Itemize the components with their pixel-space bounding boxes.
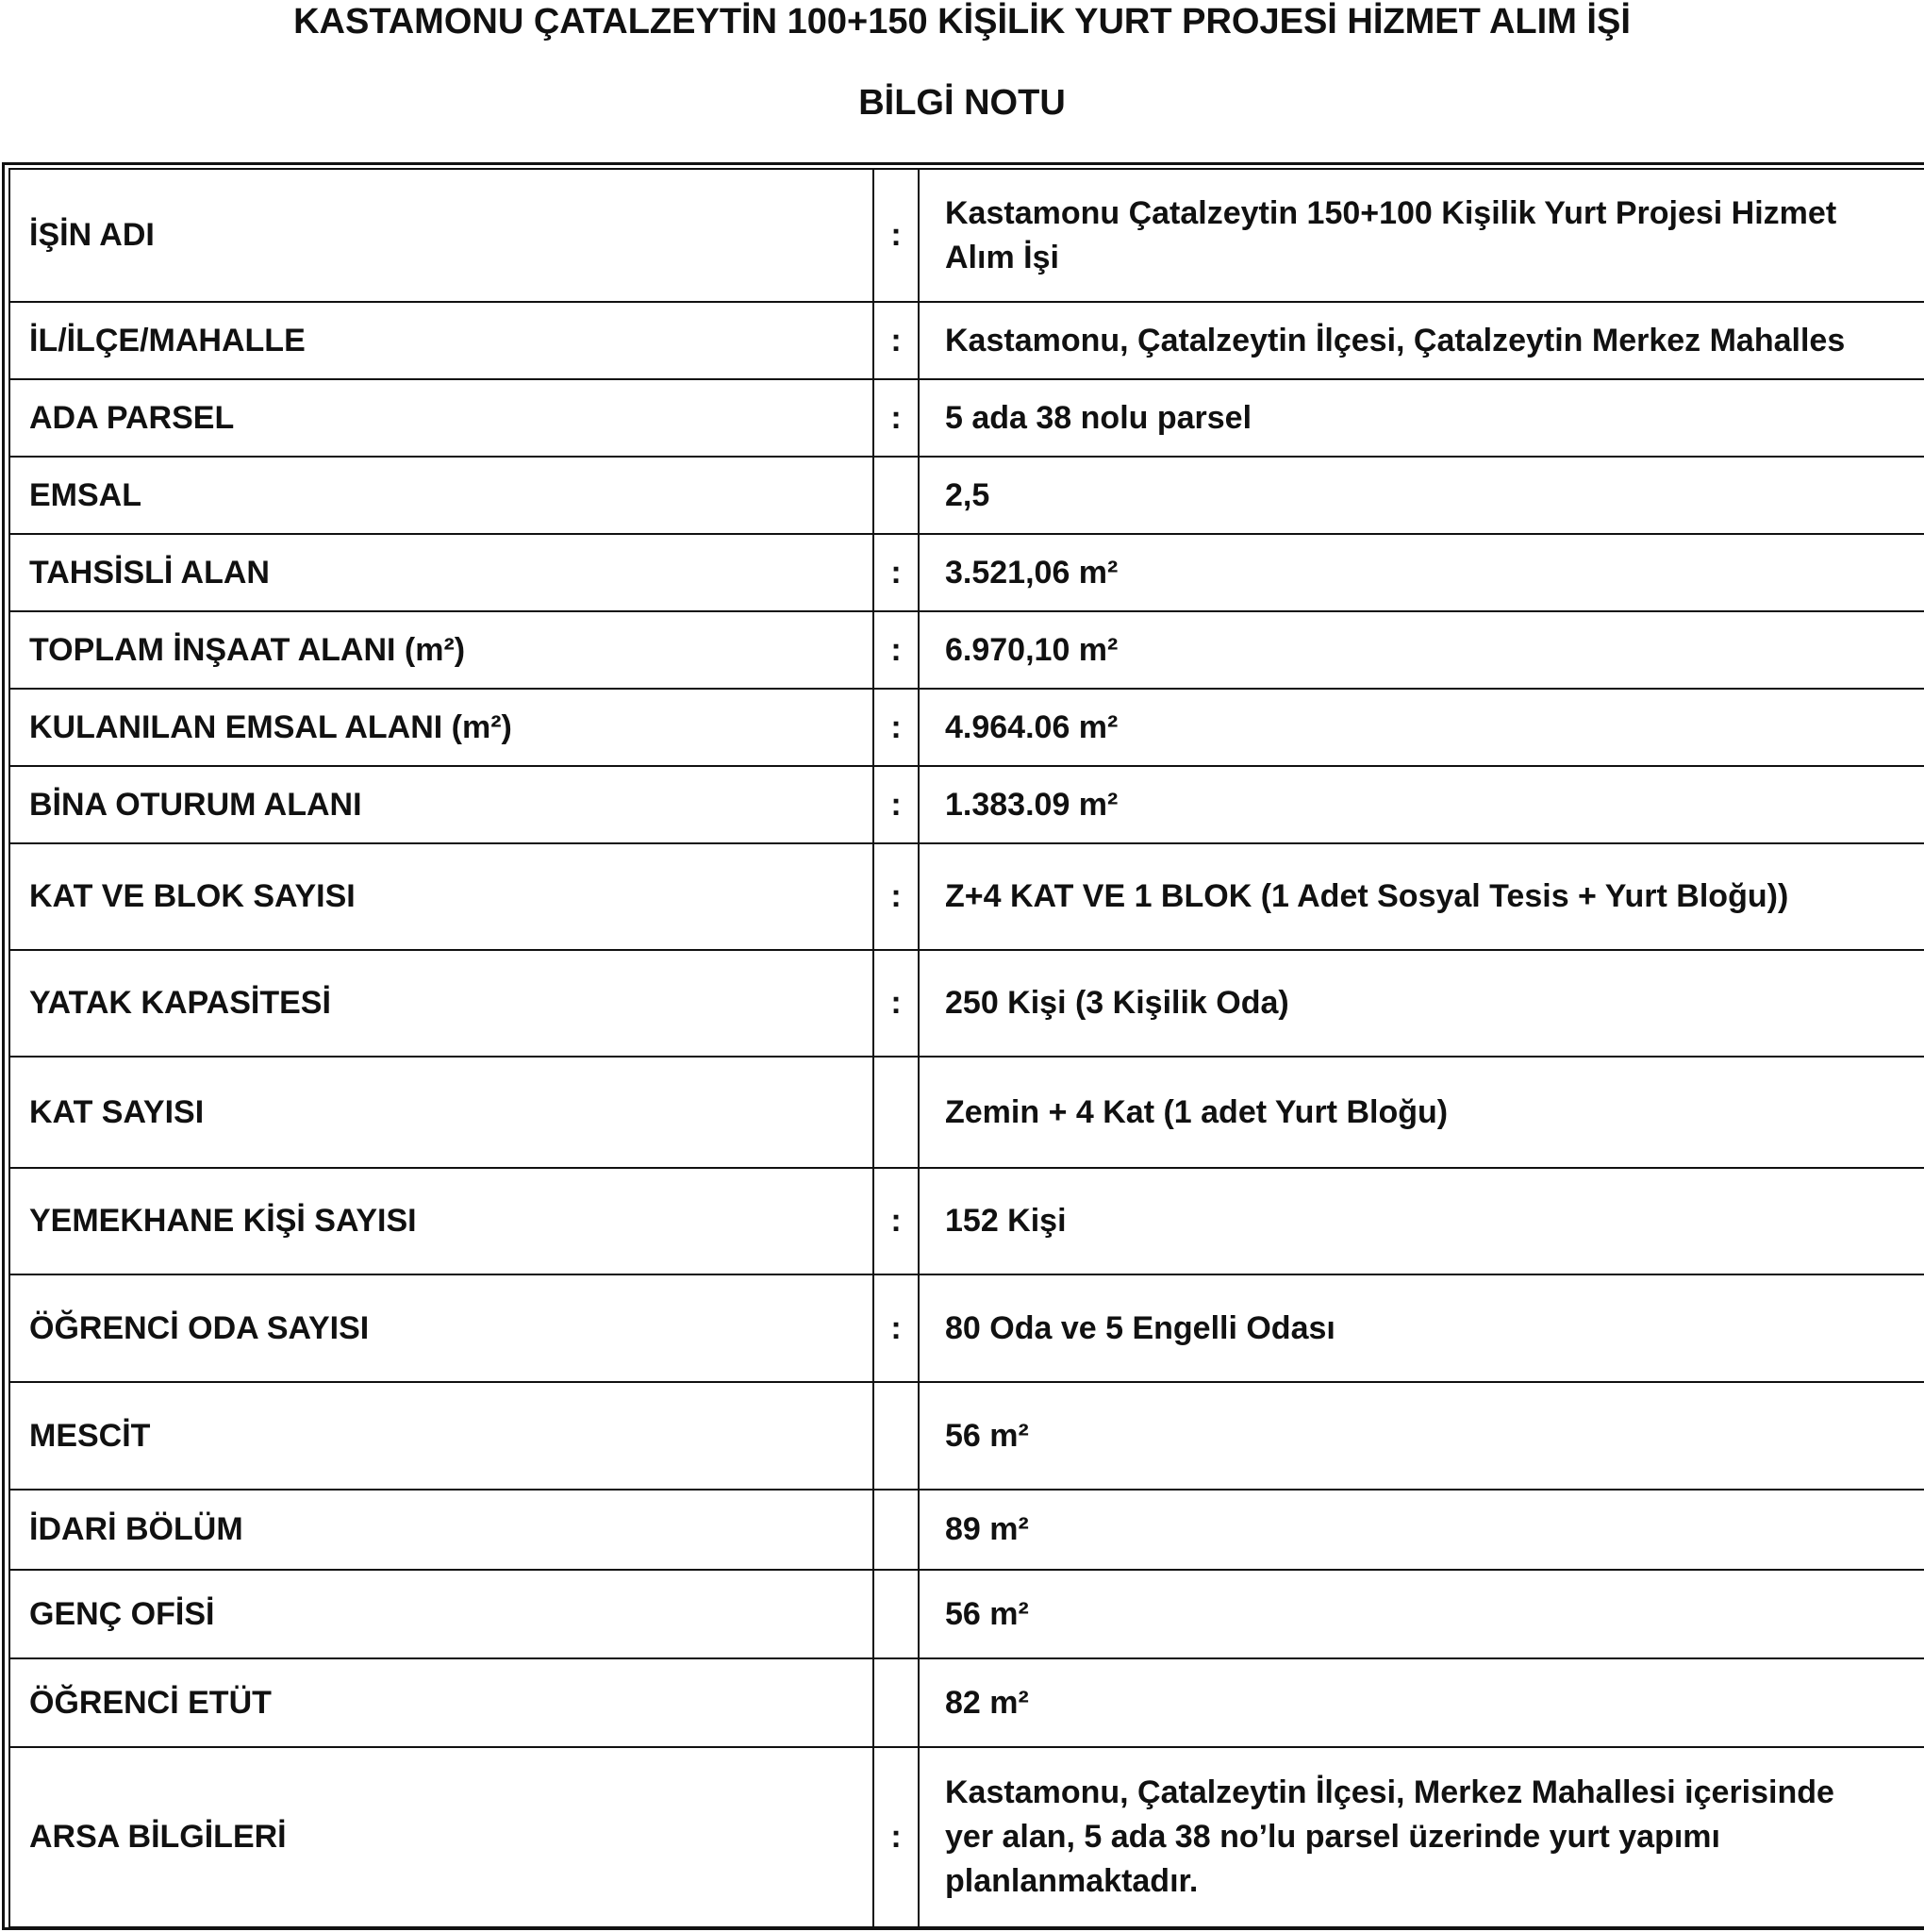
row-value: 89 m²	[919, 1490, 1924, 1570]
row-label: TOPLAM İNŞAAT ALANI (m²)	[9, 611, 873, 689]
row-value: 82 m²	[919, 1658, 1924, 1747]
row-colon: :	[873, 611, 919, 689]
table-row	[9, 1274, 1924, 1382]
table-row	[9, 1382, 1924, 1490]
table-row	[9, 1057, 1924, 1168]
table-row	[9, 950, 1924, 1057]
row-colon: :	[873, 302, 919, 379]
row-colon	[873, 1382, 919, 1490]
table-row	[9, 534, 1924, 611]
row-label: KULANILAN EMSAL ALANI (m²)	[9, 689, 873, 766]
table-row	[9, 1747, 1924, 1927]
row-label: GENÇ OFİSİ	[9, 1570, 873, 1658]
table-row	[9, 457, 1924, 534]
row-value-line: planlanmaktadır.	[945, 1863, 1199, 1899]
row-colon: :	[873, 169, 919, 302]
row-label: ÖĞRENCİ ETÜT	[9, 1658, 873, 1747]
table-row	[9, 843, 1924, 950]
row-label: YEMEKHANE KİŞİ SAYISI	[9, 1168, 873, 1274]
row-value: 5 ada 38 nolu parsel	[919, 379, 1924, 457]
row-value-line: Kastamonu, Çatalzeytin İlçesi, Merkez Mahallesi içerisinde	[945, 1774, 1834, 1810]
row-label: KAT SAYISI	[9, 1057, 873, 1168]
row-colon: :	[873, 689, 919, 766]
table-row	[9, 169, 1924, 302]
row-label: İŞİN ADI	[9, 169, 873, 302]
row-colon	[873, 1658, 919, 1747]
row-label: İDARİ BÖLÜM	[9, 1490, 873, 1570]
row-value: 1.383.09 m²	[919, 766, 1924, 843]
row-label: İL/İLÇE/MAHALLE	[9, 302, 873, 379]
row-label: ARSA BİLGİLERİ	[9, 1747, 873, 1927]
info-table	[8, 168, 1924, 1928]
row-colon	[873, 1490, 919, 1570]
row-colon: :	[873, 950, 919, 1057]
table-row	[9, 611, 1924, 689]
row-colon: :	[873, 1168, 919, 1274]
table-row	[9, 689, 1924, 766]
row-value: 4.964.06 m²	[919, 689, 1924, 766]
row-value	[919, 1747, 1924, 1927]
row-colon	[873, 1057, 919, 1168]
row-value-line: yer alan, 5 ada 38 no’lu parsel üzerinde yurt yapımı	[945, 1819, 1720, 1855]
row-colon: :	[873, 1274, 919, 1382]
row-label: KAT VE BLOK SAYISI	[9, 843, 873, 950]
row-value: 152 Kişi	[919, 1168, 1924, 1274]
table-row	[9, 1658, 1924, 1747]
table-row	[9, 379, 1924, 457]
document-subtitle: BİLGİ NOTU	[858, 83, 1066, 123]
row-value: 3.521,06 m²	[919, 534, 1924, 611]
row-value: Kastamonu, Çatalzeytin İlçesi, Çatalzeytin Merkez Mahalles	[919, 302, 1924, 379]
row-value-line: Alım İşi	[945, 239, 1059, 275]
row-value: 2,5	[919, 457, 1924, 534]
row-value: 80 Oda ve 5 Engelli Odası	[919, 1274, 1924, 1382]
row-label: BİNA OTURUM ALANI	[9, 766, 873, 843]
row-value: 56 m²	[919, 1382, 1924, 1490]
table-row	[9, 302, 1924, 379]
table-row	[9, 1168, 1924, 1274]
row-value: 250 Kişi (3 Kişilik Oda)	[919, 950, 1924, 1057]
row-label: TAHSİSLİ ALAN	[9, 534, 873, 611]
table-row	[9, 1570, 1924, 1658]
row-value	[919, 169, 1924, 302]
row-value: Z+4 KAT VE 1 BLOK (1 Adet Sosyal Tesis + Yurt Bloğu))	[919, 843, 1924, 950]
row-label: ADA PARSEL	[9, 379, 873, 457]
row-label: MESCİT	[9, 1382, 873, 1490]
row-value-line: Kastamonu Çatalzeytin 150+100 Kişilik Yurt Projesi Hizmet	[945, 194, 1837, 231]
document-title: KASTAMONU ÇATALZEYTİN 100+150 KİŞİLİK YURT PROJESİ HİZMET ALIM İŞİ	[293, 2, 1631, 42]
table-row	[9, 766, 1924, 843]
row-colon: :	[873, 534, 919, 611]
row-colon	[873, 1570, 919, 1658]
row-value: 6.970,10 m²	[919, 611, 1924, 689]
row-colon	[873, 457, 919, 534]
row-value: Zemin + 4 Kat (1 adet Yurt Bloğu)	[919, 1057, 1924, 1168]
row-label: ÖĞRENCİ ODA SAYISI	[9, 1274, 873, 1382]
row-colon: :	[873, 379, 919, 457]
row-colon: :	[873, 1747, 919, 1927]
table-row	[9, 1490, 1924, 1570]
row-label: YATAK KAPASİTESİ	[9, 950, 873, 1057]
row-colon: :	[873, 843, 919, 950]
row-value: 56 m²	[919, 1570, 1924, 1658]
row-label: EMSAL	[9, 457, 873, 534]
row-colon: :	[873, 766, 919, 843]
